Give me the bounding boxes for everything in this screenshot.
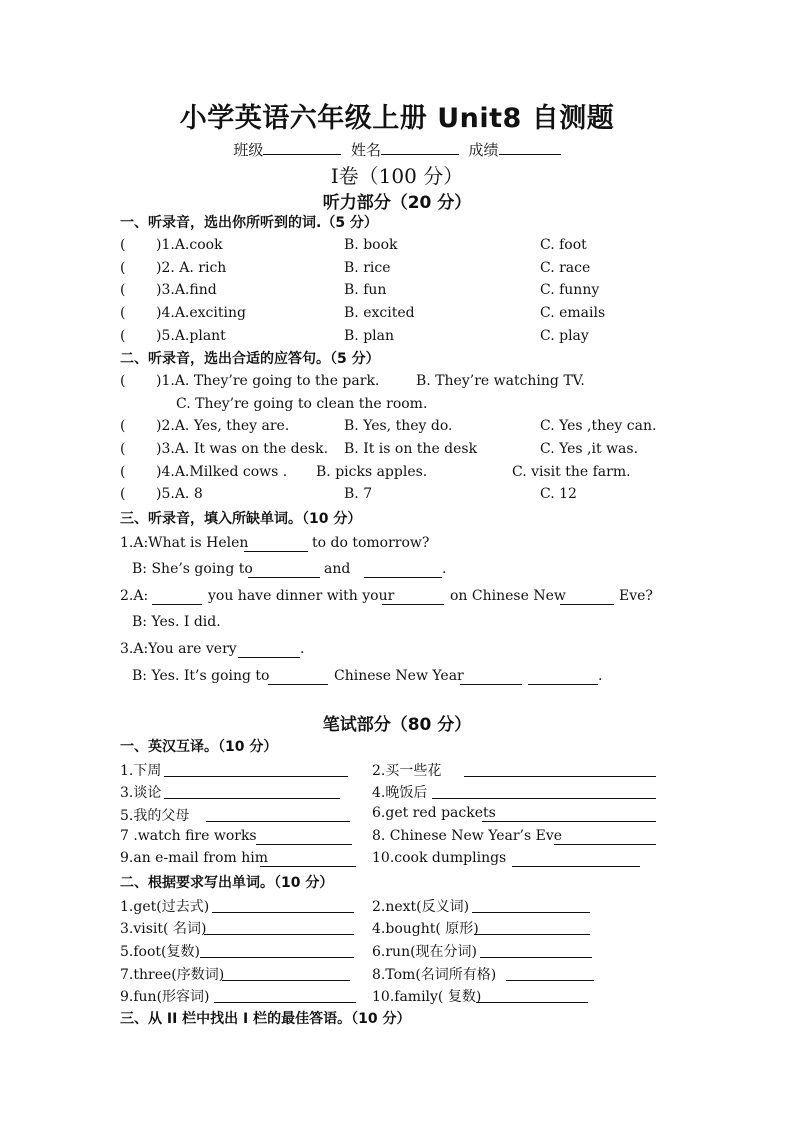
option-a: )4.A.Milked cows . [156,464,288,480]
fill-blank[interactable] [268,684,328,685]
answer-line[interactable] [480,957,592,958]
answer-paren[interactable]: ( [120,260,126,276]
answer-line[interactable] [474,934,590,935]
translate-item: 4.晚饭后 [372,785,428,801]
translate-item: 6.get red packets [372,805,496,821]
fill-text: . [442,561,447,577]
wordform-item: 9.fun(形容词) [120,989,210,1005]
answer-line[interactable] [482,821,656,822]
translate-item: 8. Chinese New Year’s Eve [372,828,563,844]
wordform-row [0,941,794,961]
option-a: )1.A. They’re going to the park. [156,373,380,389]
fill-text: and [324,561,351,577]
fill-text: 1.A:What is Helen [120,535,249,551]
answer-line[interactable] [554,844,656,845]
answer-paren[interactable]: ( [120,418,126,434]
question-row [0,305,794,325]
fill-blank[interactable] [460,684,522,685]
answer-line[interactable] [472,912,590,913]
fill-text: on Chinese New [450,588,566,604]
option-a: )4.A.exciting [156,305,246,321]
wordform-item: 7.three(序数词) [120,967,225,983]
option-a: )5.A. 8 [156,486,203,502]
fill-text: Chinese New Year [334,668,464,684]
fill-blank[interactable] [248,577,320,578]
answer-paren[interactable]: ( [120,464,126,480]
answer-line[interactable] [464,776,656,777]
option-b: B. excited [344,305,415,321]
option-b: B. rice [344,260,391,276]
fill-blank[interactable] [238,657,300,658]
translate-item: 9.an e-mail from him [120,850,269,866]
listening-section-2-title: 二、听录音，选出合适的应答句。（5 分） [120,351,380,367]
score-label: 成绩 [468,141,499,159]
translate-row [0,760,794,780]
wordform-row [0,918,794,938]
score-blank[interactable] [499,140,561,155]
answer-line[interactable] [164,798,340,799]
wordform-item: 8.Tom(名词所有格) [372,967,497,983]
option-c: C. play [540,328,589,344]
fill-text: B: Yes. I did. [132,614,221,630]
answer-line[interactable] [200,957,354,958]
fill-text: Eve? [619,588,653,604]
question-row [0,418,794,438]
option-b: B. fun [344,282,387,298]
question-row [0,464,794,484]
listening-heading: 听力部分（20 分） [322,193,472,213]
option-b: B. It is on the desk [344,441,478,457]
translate-item: 5.我的父母 [120,808,190,824]
option-c: C. emails [540,305,606,321]
wordform-item: 10.family( 复数) [372,989,482,1005]
question-row [0,237,794,257]
fill-row [0,535,794,555]
wordform-item: 5.foot(复数) [120,944,200,960]
answer-paren[interactable]: ( [120,373,126,389]
answer-line[interactable] [476,1002,588,1003]
option-c: C. foot [540,237,587,253]
answer-line[interactable] [512,866,640,867]
class-label: 班级 [233,141,264,159]
student-info-line [0,139,794,160]
answer-line[interactable] [222,980,350,981]
option-b: B. Yes, they do. [344,418,453,434]
answer-paren[interactable]: ( [120,305,126,321]
option-c: C. Yes ,it was. [540,441,639,457]
fill-text: B: Yes. It’s going to [132,668,270,684]
wordform-item: 1.get(过去式) [120,899,210,915]
wordform-item: 3.visit( 名词) [120,921,207,937]
fill-row [0,588,794,608]
page-title: 小学英语六年级上册 Unit8 自测题 [179,103,615,134]
fill-blank[interactable] [382,604,444,605]
answer-paren[interactable]: ( [120,441,126,457]
option-c: C. visit the farm. [512,464,631,480]
answer-line[interactable] [164,776,348,777]
option-b: B. plan [344,328,394,344]
option-c: C. They’re going to clean the room. [176,396,428,412]
answer-line[interactable] [214,1002,356,1003]
wordform-item: 4.bought( 原形) [372,921,479,937]
answer-paren[interactable]: ( [120,486,126,502]
fill-blank[interactable] [244,551,308,552]
paper-heading: Ⅰ卷（100 分） [330,164,464,188]
question-row [0,282,794,302]
option-b: B. 7 [344,486,373,502]
fill-text: you have dinner with your [208,588,395,604]
wordform-item: 6.run(现在分词) [372,944,478,960]
fill-text: . [598,668,603,684]
option-c: C. race [540,260,591,276]
written-section-2-title: 二、根据要求写出单词。（10 分） [120,875,334,891]
question-row [0,441,794,461]
fill-row [0,561,794,581]
option-a: )2.A. Yes, they are. [156,418,290,434]
answer-line[interactable] [260,866,356,867]
class-blank[interactable] [263,140,341,155]
fill-text: 2.A: [120,588,149,604]
question-row [0,373,794,393]
option-a: )5.A.plant [156,328,226,344]
fill-row [0,641,794,661]
fill-blank[interactable] [560,604,614,605]
question-row [0,260,794,280]
answer-line[interactable] [432,798,656,799]
answer-paren[interactable]: ( [120,282,126,298]
translate-row [0,828,794,848]
wordform-row [0,896,794,916]
name-blank[interactable] [381,140,459,155]
fill-text: . [300,641,305,657]
answer-line[interactable] [204,934,354,935]
answer-line[interactable] [212,912,354,913]
option-b: B. book [344,237,398,253]
fill-text: 3.A:You are very [120,641,237,657]
listening-section-3-title: 三、听录音，填入所缺单词。（10 分） [120,511,362,527]
wordform-row [0,964,794,984]
option-c: C. funny [540,282,600,298]
option-c: C. 12 [540,486,577,502]
translate-row [0,782,794,802]
question-row-continued [0,396,794,416]
written-section-3-title: 三、从 II 栏中找出 I 栏的最佳答语。（10 分） [120,1011,411,1027]
fill-row [0,668,794,688]
fill-blank[interactable] [528,684,598,685]
fill-row [0,614,794,634]
answer-line[interactable] [256,844,352,845]
answer-paren[interactable]: ( [120,237,126,253]
translate-item: 7 .watch fire works [120,828,257,844]
translate-row [0,850,794,870]
name-label: 姓名 [350,141,381,159]
written-heading: 笔试部分（80 分） [322,715,472,735]
option-a: )2. A. rich [156,260,227,276]
answer-paren[interactable]: ( [120,328,126,344]
written-section-1-title: 一、英汉互译。（10 分） [120,739,278,755]
option-c: C. Yes ,they can. [540,418,657,434]
translate-item: 10.cook dumplings [372,850,507,866]
fill-blank[interactable] [364,577,442,578]
question-row [0,486,794,506]
option-a: )3.A.find [156,282,217,298]
fill-blank[interactable] [152,604,202,605]
wordform-item: 2.next(反义词) [372,899,470,915]
answer-line[interactable] [206,821,350,822]
option-a: )3.A. It was on the desk. [156,441,329,457]
option-b: B. They’re watching TV. [416,373,585,389]
option-a: )1.A.cook [156,237,223,253]
question-row [0,328,794,348]
translate-item: 1.下周 [120,763,162,779]
wordform-row [0,986,794,1006]
answer-line[interactable] [506,980,594,981]
translate-item: 3.谈论 [120,785,162,801]
fill-text: B: She’s going to [132,561,253,577]
translate-row [0,805,794,825]
listening-section-1-title: 一、听录音，选出你所听到的词.（5 分） [120,215,378,231]
translate-item: 2.买一些花 [372,763,442,779]
option-b: B. picks apples. [316,464,428,480]
fill-text: to do tomorrow? [312,535,430,551]
